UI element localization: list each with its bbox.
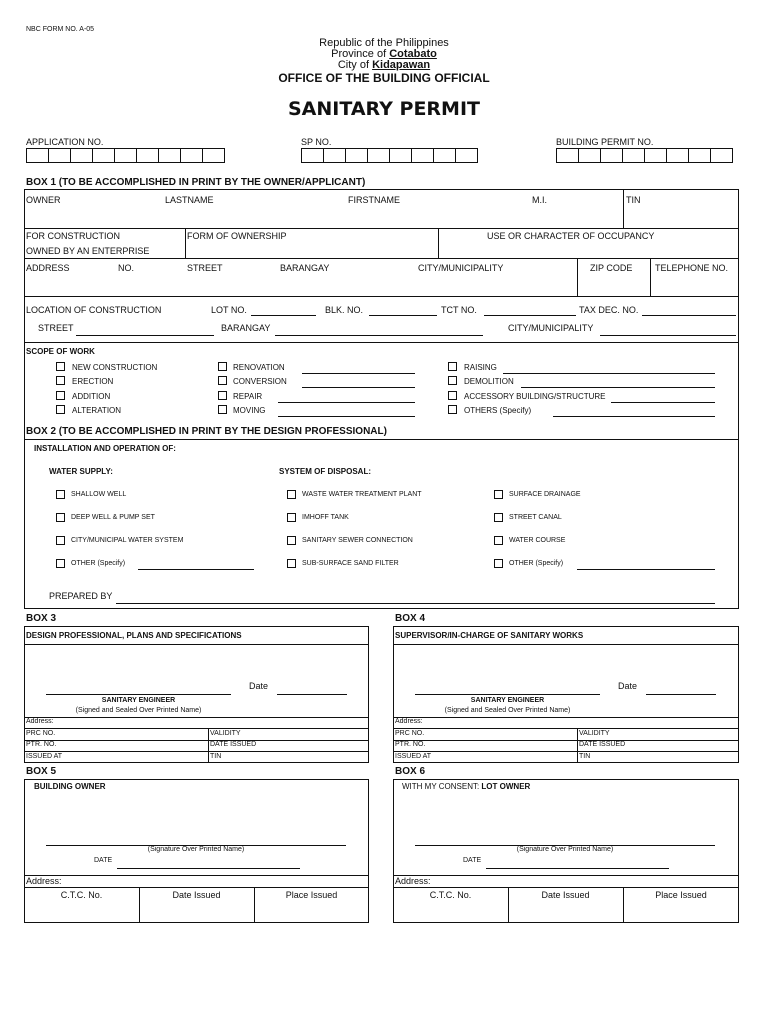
box5-ctc-label: C.T.C. No. bbox=[60, 890, 103, 900]
box3-validity-label: VALIDITY bbox=[210, 730, 241, 737]
firstname-label: FIRSTNAME bbox=[348, 195, 401, 205]
alteration-checkbox[interactable] bbox=[56, 405, 65, 414]
blk-no-label: BLK. NO. bbox=[325, 305, 364, 315]
box4-signature-line[interactable] bbox=[415, 694, 600, 695]
box3-prc-label: PRC NO. bbox=[26, 730, 56, 737]
application-no-label: APPLICATION NO. bbox=[26, 137, 104, 147]
location-street-field[interactable] bbox=[76, 335, 214, 336]
lastname-label: LASTNAME bbox=[165, 195, 214, 205]
erection-checkbox[interactable] bbox=[56, 376, 65, 385]
imhoff-tank-checkbox[interactable] bbox=[287, 513, 296, 522]
accessory-building-field[interactable] bbox=[611, 402, 715, 403]
disposal-other-checkbox[interactable] bbox=[494, 559, 503, 568]
lot-no-field[interactable] bbox=[251, 315, 316, 316]
box6-address-label: Address: bbox=[395, 876, 431, 886]
city-water-checkbox[interactable] bbox=[56, 536, 65, 545]
box2-heading: BOX 2 (TO BE ACCOMPLISHED IN PRINT BY THE DESIGN PROFESSIONAL) bbox=[26, 426, 387, 437]
conversion-label: CONVERSION bbox=[233, 377, 287, 386]
prepared-by-field[interactable] bbox=[116, 603, 715, 604]
box5-signature-label: (Signature Over Printed Name) bbox=[147, 846, 245, 853]
zip-code-field[interactable] bbox=[580, 276, 647, 294]
sand-filter-checkbox[interactable] bbox=[287, 559, 296, 568]
box6-place-issued-label: Place Issued bbox=[655, 890, 707, 900]
others-label: OTHERS (Specify) bbox=[464, 406, 532, 415]
tax-dec-field[interactable] bbox=[642, 315, 736, 316]
scope-heading: SCOPE OF WORK bbox=[26, 347, 95, 356]
new-construction-label: NEW CONSTRUCTION bbox=[72, 363, 158, 372]
box6-label: BOX 6 bbox=[395, 766, 426, 777]
imhoff-tank-label: IMHOFF TANK bbox=[302, 514, 349, 521]
waste-water-label: WASTE WATER TREATMENT PLANT bbox=[302, 491, 422, 498]
address-street-label: STREET bbox=[187, 263, 223, 273]
address-barangay-label: BARANGAY bbox=[280, 263, 330, 273]
address-label: ADDRESS bbox=[26, 263, 70, 273]
repair-label: REPAIR bbox=[233, 392, 263, 401]
installation-heading: INSTALLATION AND OPERATION OF: bbox=[34, 444, 176, 453]
box2 bbox=[24, 439, 739, 609]
box5-date-issued-label: Date Issued bbox=[172, 890, 221, 900]
water-other-field[interactable] bbox=[138, 569, 254, 570]
erection-label: ERECTION bbox=[72, 377, 114, 386]
box4-issued-at-label: ISSUED AT bbox=[395, 753, 432, 760]
zip-code-label: ZIP CODE bbox=[590, 263, 633, 273]
shallow-well-checkbox[interactable] bbox=[56, 490, 65, 499]
others-field[interactable] bbox=[553, 416, 715, 417]
raising-field[interactable] bbox=[503, 373, 715, 374]
blk-no-field[interactable] bbox=[369, 315, 437, 316]
water-other-checkbox[interactable] bbox=[56, 559, 65, 568]
location-street-label: STREET bbox=[38, 323, 74, 333]
use-occupancy-field[interactable] bbox=[441, 242, 736, 256]
surface-drainage-label: SURFACE DRAINAGE bbox=[509, 491, 581, 498]
building-permit-no-field[interactable] bbox=[556, 148, 732, 163]
province-line: Province of Cotabato bbox=[331, 48, 437, 60]
telephone-label: TELEPHONE NO. bbox=[655, 263, 729, 273]
demolition-label: DEMOLITION bbox=[464, 377, 514, 386]
demolition-field[interactable] bbox=[521, 387, 715, 388]
sand-filter-label: SUB-SURFACE SAND FILTER bbox=[302, 560, 399, 567]
address-field[interactable] bbox=[28, 276, 574, 294]
location-city-label: CITY/MUNICIPALITY bbox=[508, 323, 594, 333]
box5-date-field[interactable] bbox=[117, 868, 300, 869]
box3-address-label: Address: bbox=[26, 718, 54, 725]
use-occupancy-label: USE OR CHARACTER OF OCCUPANCY bbox=[487, 231, 655, 241]
box4-validity-label: VALIDITY bbox=[579, 730, 610, 737]
lot-no-label: LOT NO. bbox=[211, 305, 247, 315]
box4-engineer-label: SANITARY ENGINEER bbox=[470, 697, 545, 704]
box5-heading: BUILDING OWNER bbox=[34, 782, 106, 791]
building-permit-no-label: BUILDING PERMIT NO. bbox=[556, 137, 654, 147]
prepared-by-label: PREPARED BY bbox=[49, 591, 113, 601]
raising-checkbox[interactable] bbox=[448, 362, 457, 371]
city-name: Kidapawan bbox=[372, 59, 431, 71]
box3-signature-line[interactable] bbox=[46, 694, 231, 695]
sp-no-label: SP NO. bbox=[301, 137, 332, 147]
box3-ptr-label: PTR. NO. bbox=[26, 741, 57, 748]
disposal-other-field[interactable] bbox=[577, 569, 715, 570]
box4-signed-label: (Signed and Sealed Over Printed Name) bbox=[444, 707, 571, 714]
box5-label: BOX 5 bbox=[26, 766, 57, 777]
location-barangay-label: BARANGAY bbox=[221, 323, 271, 333]
box3-label: BOX 3 bbox=[26, 613, 57, 624]
page-title: SANITARY PERMIT bbox=[288, 98, 480, 120]
shallow-well-label: SHALLOW WELL bbox=[71, 491, 127, 498]
accessory-building-checkbox[interactable] bbox=[448, 391, 457, 400]
deep-well-checkbox[interactable] bbox=[56, 513, 65, 522]
water-course-checkbox[interactable] bbox=[494, 536, 503, 545]
box5-date-label: DATE bbox=[94, 857, 113, 864]
box3-issued-at-label: ISSUED AT bbox=[26, 753, 63, 760]
office-title: OFFICE OF THE BUILDING OFFICIAL bbox=[278, 71, 490, 85]
box3-engineer-label: SANITARY ENGINEER bbox=[101, 697, 176, 704]
demolition-checkbox[interactable] bbox=[448, 376, 457, 385]
new-construction-checkbox[interactable] bbox=[56, 362, 65, 371]
water-course-label: WATER COURSE bbox=[509, 537, 566, 544]
tct-no-label: TCT NO. bbox=[441, 305, 477, 315]
box5-place-issued-label: Place Issued bbox=[285, 890, 338, 900]
moving-field[interactable] bbox=[278, 416, 415, 417]
street-canal-label: STREET CANAL bbox=[509, 514, 562, 521]
sewer-connection-label: SANITARY SEWER CONNECTION bbox=[302, 537, 413, 544]
mi-label: M.I. bbox=[532, 195, 547, 205]
box6-ctc-label: C.T.C. No. bbox=[429, 890, 472, 900]
box4-date-issued-label: DATE ISSUED bbox=[579, 741, 626, 748]
republic-line: Republic of the Philippines bbox=[319, 37, 449, 49]
location-barangay-field[interactable] bbox=[275, 335, 483, 336]
box4-tin-label: TIN bbox=[579, 753, 591, 760]
application-no-field[interactable] bbox=[26, 148, 224, 163]
water-supply-heading: WATER SUPPLY: bbox=[49, 467, 113, 476]
box3-tin-label: TIN bbox=[210, 753, 222, 760]
repair-field[interactable] bbox=[278, 402, 415, 403]
box3-signed-label: (Signed and Sealed Over Printed Name) bbox=[75, 707, 202, 714]
box3-date-issued-label: DATE ISSUED bbox=[210, 741, 257, 748]
box4-date-field[interactable] bbox=[646, 694, 716, 695]
box6-signature-label: (Signature Over Printed Name) bbox=[516, 846, 614, 853]
others-checkbox[interactable] bbox=[448, 405, 457, 414]
conversion-checkbox[interactable] bbox=[218, 376, 227, 385]
moving-checkbox[interactable] bbox=[218, 405, 227, 414]
conversion-field[interactable] bbox=[302, 387, 415, 388]
surface-drainage-checkbox[interactable] bbox=[494, 490, 503, 499]
owner-name-field[interactable] bbox=[28, 208, 620, 226]
address-no-label: NO. bbox=[118, 263, 135, 273]
box6-date-issued-label: Date Issued bbox=[541, 890, 590, 900]
sp-no-field[interactable] bbox=[301, 148, 477, 163]
tct-no-field[interactable] bbox=[484, 315, 576, 316]
address-city-label: CITY/MUNICIPALITY bbox=[418, 263, 504, 273]
box6-heading: LOT OWNER bbox=[481, 782, 531, 791]
city-water-label: CITY/MUNICIPAL WATER SYSTEM bbox=[71, 537, 184, 544]
form-number: NBC FORM NO. A-05 bbox=[26, 26, 95, 33]
tax-dec-label: TAX DEC. NO. bbox=[579, 305, 639, 315]
box4-prc-label: PRC NO. bbox=[395, 730, 425, 737]
header bbox=[0, 38, 768, 84]
box4-label: BOX 4 bbox=[395, 613, 426, 624]
alteration-label: ALTERATION bbox=[72, 406, 122, 415]
for-construction-label: FOR CONSTRUCTION bbox=[26, 231, 120, 241]
box4-heading: SUPERVISOR/IN-CHARGE OF SANITARY WORKS bbox=[395, 631, 584, 640]
box3-heading: DESIGN PROFESSIONAL, PLANS AND SPECIFICATIONS bbox=[26, 631, 242, 640]
telephone-field[interactable] bbox=[653, 276, 736, 294]
renovation-field[interactable] bbox=[302, 373, 415, 374]
location-label: LOCATION OF CONSTRUCTION bbox=[26, 305, 162, 315]
repair-checkbox[interactable] bbox=[218, 391, 227, 400]
form-of-ownership-field[interactable] bbox=[188, 242, 435, 256]
disposal-heading: SYSTEM OF DISPOSAL: bbox=[279, 467, 372, 476]
box5-address-label: Address: bbox=[26, 876, 62, 886]
deep-well-label: DEEP WELL & PUMP SET bbox=[71, 514, 155, 521]
owned-by-enterprise-label: OWNED BY AN ENTERPRISE bbox=[26, 246, 150, 256]
tin-label: TIN bbox=[626, 195, 641, 205]
box1-heading: BOX 1 (TO BE ACCOMPLISHED IN PRINT BY THE OWNER/APPLICANT) bbox=[26, 177, 366, 188]
box4-address-label: Address: bbox=[395, 718, 423, 725]
sewer-connection-checkbox[interactable] bbox=[287, 536, 296, 545]
raising-label: RAISING bbox=[464, 363, 497, 372]
box3-date-label: Date bbox=[249, 681, 269, 691]
addition-checkbox[interactable] bbox=[56, 391, 65, 400]
province-name: Cotabato bbox=[389, 48, 437, 60]
renovation-checkbox[interactable] bbox=[218, 362, 227, 371]
water-other-label: OTHER (Specify) bbox=[71, 560, 126, 567]
box6-date-field[interactable] bbox=[486, 868, 669, 869]
street-canal-checkbox[interactable] bbox=[494, 513, 503, 522]
form-of-ownership-label: FORM OF OWNERSHIP bbox=[187, 231, 287, 241]
box6-date-label: DATE bbox=[463, 857, 482, 864]
moving-label: MOVING bbox=[233, 406, 266, 415]
renovation-label: RENOVATION bbox=[233, 363, 285, 372]
owner-label: OWNER bbox=[26, 195, 61, 205]
disposal-other-label: OTHER (Specify) bbox=[509, 560, 564, 567]
addition-label: ADDITION bbox=[72, 392, 111, 401]
box4-date-label: Date bbox=[618, 681, 638, 691]
box6-heading-line: WITH MY CONSENT: LOT OWNER bbox=[402, 782, 531, 791]
city-line: City of Kidapawan bbox=[337, 59, 431, 71]
waste-water-checkbox[interactable] bbox=[287, 490, 296, 499]
accessory-building-label: ACCESSORY BUILDING/STRUCTURE bbox=[464, 392, 606, 401]
box4-ptr-label: PTR. NO. bbox=[395, 741, 426, 748]
owner-tin-field[interactable] bbox=[626, 208, 736, 226]
location-city-field[interactable] bbox=[600, 335, 736, 336]
box3-date-field[interactable] bbox=[277, 694, 347, 695]
